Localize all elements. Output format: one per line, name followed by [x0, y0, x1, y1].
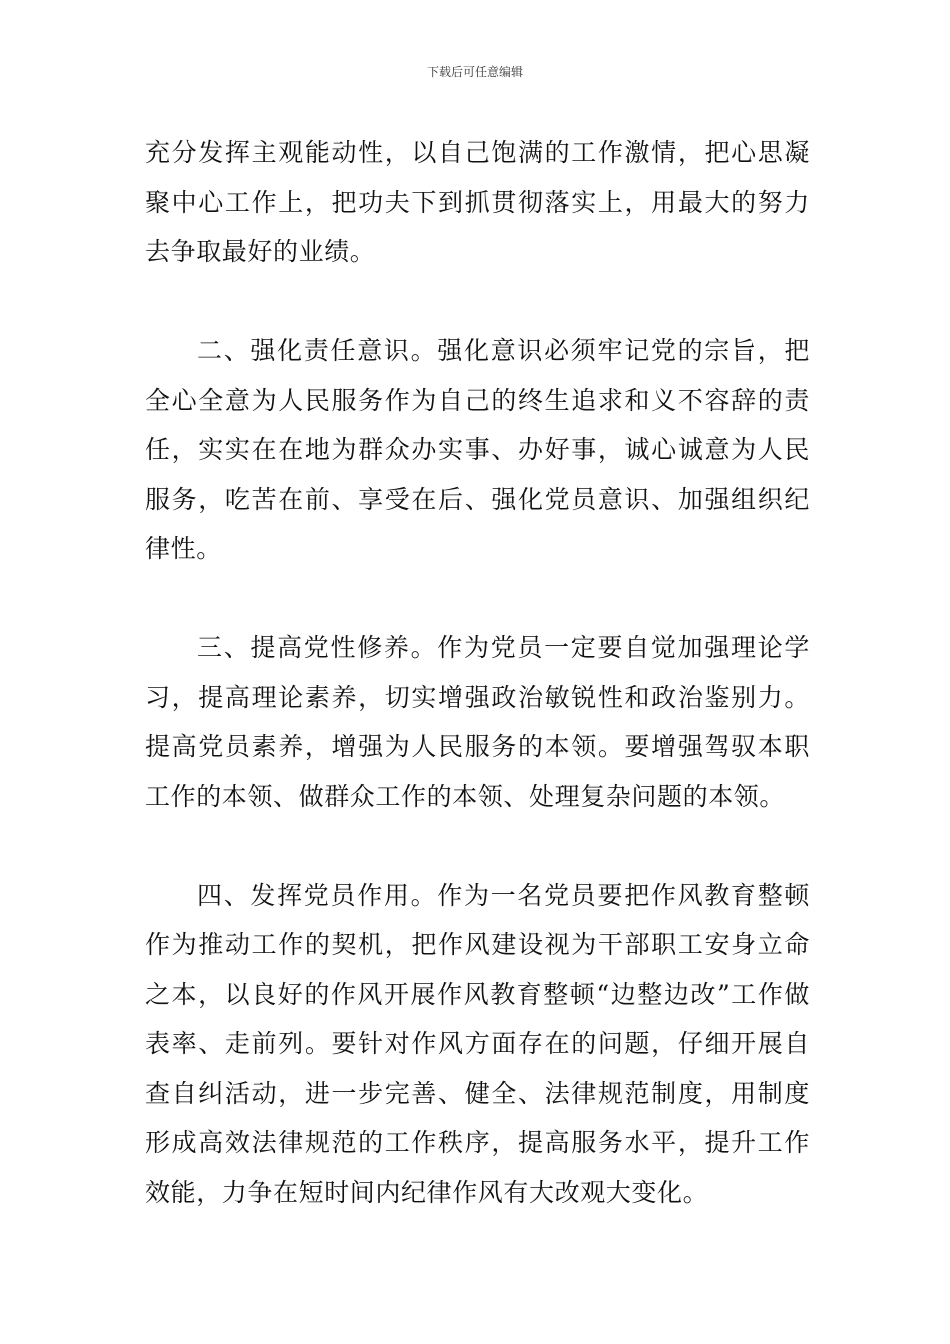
- paragraph-section-4: 四、发挥党员作用。作为一名党员要把作风教育整顿作为推动工作的契机，把作风建设视为干部职工安身立命之本，以良好的作风开展作风教育整顿“边整边改”工作做表率、走前列。要针对作风方面存在的问题，仔细开展自查自纠活动，进一步完善、健全、法律规范制度，用制度形成高效法律规范的工作秩序，提高服务水平，提升工作效能，力争在短时间内纪律作风有大改观大变化。: [145, 880, 810, 1207]
- page-header: 下载后可任意编辑: [426, 65, 523, 79]
- paragraph-continuation: 充分发挥主观能动性，以自己饱满的工作激情，把心思凝聚中心工作上，把功夫下到抓贯彻落实上，用最大的努力去争取最好的业绩。: [145, 138, 810, 266]
- paragraph-section-2: 二、强化责任意识。强化意识必须牢记党的宗旨，把全心全意为人民服务作为自己的终生追求和义不容辞的责任，实实在在地为群众办实事、办好事，诚心诚意为人民服务，吃苦在前、享受在后、强化党员意识、加强组织纪律性。: [145, 336, 810, 563]
- document-body: [145, 128, 810, 1217]
- paragraph-section-3: 三、提高党性修养。作为党员一定要自觉加强理论学习，提高理论素养，切实增强政治敏锐性和政治鉴别力。提高党员素养，增强为人民服务的本领。要增强驾驭本职工作的本领、做群众工作的本领、处理复杂问题的本领。: [145, 633, 810, 811]
